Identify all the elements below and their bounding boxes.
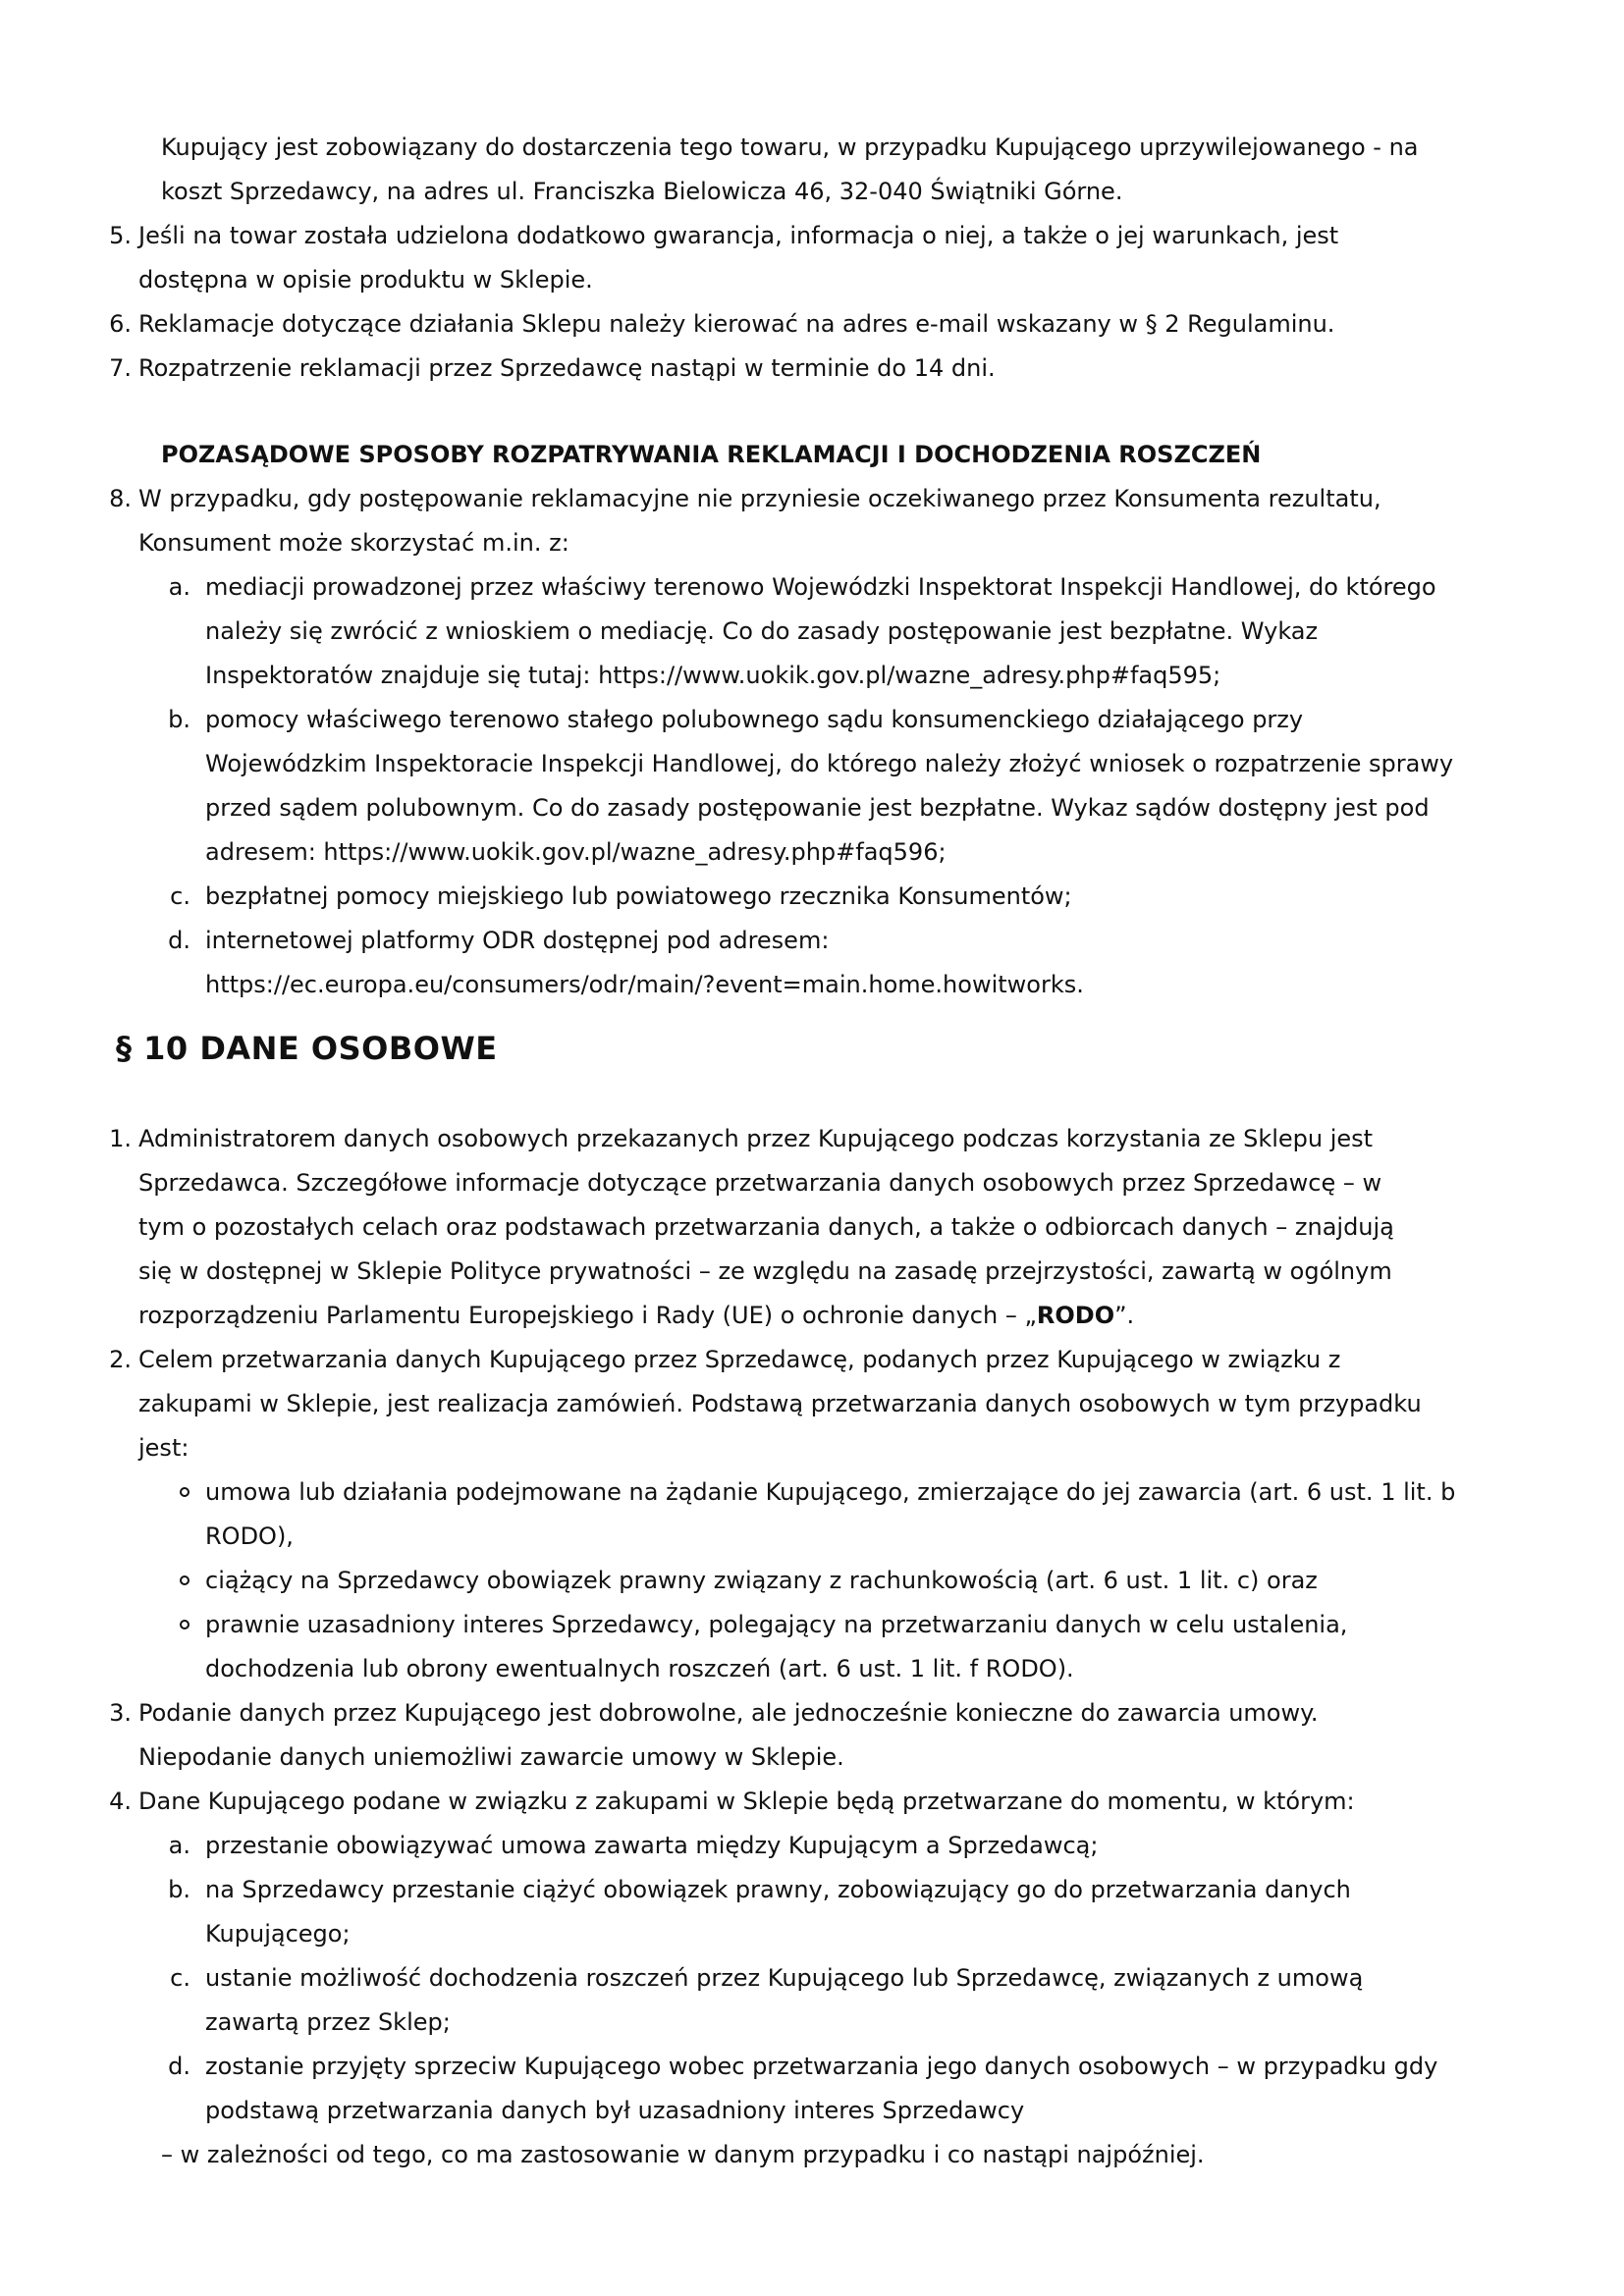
circle-bullet-icon [180, 1620, 189, 1629]
circle-bullet-icon [180, 1487, 189, 1497]
section-title: § 10 DANE OSOBOWE [116, 1030, 498, 1067]
circle-bullet-icon [180, 1575, 189, 1585]
rodo-bold: RODO [1036, 1302, 1115, 1329]
closing-line: – w zależności od tego, co ma zastosowanie w danym przypadku i co nastąpi najpóźniej. [161, 2141, 1205, 2168]
continuation-paragraph: Kupujący jest zobowiązany do dostarczenia tego towaru, w przypadku Kupującego uprzywilejowanego - na koszt Sprzedawcy, na adres ul. Franciszka Bielowicza 46, 32-040 Świątniki Górne. [161, 133, 1419, 205]
document-page: Kupujący jest zobowiązany do dostarczenia tego towaru, w przypadku Kupującego uprzywilejowanego - na koszt Sprzedawcy, na adres ul. Franciszka Bielowicza 46, 32-040 Świątniki Górne. 5. Jeśli na towar została udzielona dodatkowo gwarancja, informacja o niej, a także o jej warunkach, jest dostępna w opisie produktu w Sklepie. 6. Reklamacje dotyczące działania Sklepu należy kierować na adres e-mail wskazany w § 2 Regulaminu. 7. Rozpatrzenie reklamacji przez Sprzedawcę nastąpi w terminie do 14 dni. POZASĄDOWE SPOSOBY ROZPATRYWANIA REKLAMACJI I DOCHODZENIA ROSZCZEŃ 8. W przypadku, gdy postępowanie reklamacyjne nie przyniesie oczekiwanego przez Konsumenta rezultatu, Konsument może skorzystać m.in. z: a. mediacji prowadzonej przez właściwy terenowo Wojewódzki Inspektorat Inspekcji Handlowej, do którego należy się zwrócić z wnioskiem o mediację. Co do zasady postępowanie jest bezpłatne. Wykaz Inspektoratów znajduje się tutaj: https://www.uokik.gov.pl/wazne_adresy.php#faq595; b. pomocy właściwego terenowo stałego polubownego sądu konsumenckiego działającego przy Wojewódzkim Inspektoracie Inspekcji Handlowej, do którego należy złożyć wniosek o rozpatrzenie sprawy przed sądem polubownym. Co do zasady postępowanie jest bezpłatne. Wykaz sądów dostępny jest pod adresem: https://www.uokik.gov.pl/wazne_adresy.php#faq596; c. bezpłatnej pomocy miejskiego lub powiatowego rzecznika Konsumentów; d. internetowej platformy ODR dostępnej pod adresem: https://ec.europa.eu/consumers/odr/main/?event=main.home.howitworks. § 10 DANE OSOBOWE 1. Administratorem danych osobowych przekazanych przez Kupującego podczas korzystania ze Sklepu jest Sprzedawca. Szczegółowe informacje dotyczące przetwarzania danych osobowych przez Sprzedawcę – w tym o pozostałych celach oraz podstawach przetwarzania danych, a także o odbiorcach danych – znajdują się w dostępnej w Sklepie Polityce prywatności – ze względu na zasadę przejrzystości, zawartą w ogólnym rozporządzeniu Parlamentu Europejskiego i Rady (UE) o ochronie danych – „RODO”. 2. Celem przetwarzania danych Kupującego przez Sprzedawcę, podanych przez Kupującego w związku z zakupami w Sklepie, jest realizacja zamówień. Podstawą przetwarzania danych osobowych w tym przypadku jest: umowa lub działania podejmowane na żądanie Kupującego, zmierzające do jej zawarcia (art. 6 ust. 1 lit. b RODO), ciążący na Sprzedawcy obowiązek prawny związany z rachunkowością (art. 6 ust. 1 lit. c) oraz prawnie uzasadniony interes Sprzedawcy, polegający na przetwarzaniu danych w celu ustalenia, dochodzenia lub obrony ewentualnych roszczeń (art. 6 ust. 1 lit. f RODO). 3. Podanie danych przez Kupującego jest dobrowolne, ale jednocześnie konieczne do zawarcia umowy. Niepodanie danych uniemożliwi zawarcie umowy w Sklepie. 4. Dane Kupującego podane w związku z zakupami w Sklepie będą przetwarzane do momentu, w którym: a. przestanie obowiązywać umowa zawarta między Kupującym a Sprzedawcą; b. na Sprzedawcy przestanie ciążyć obowiązek prawny, zobowiązujący go do przetwarzania danych Kupującego; c. ustanie możliwość dochodzenia roszczeń przez Kupującego lub Sprzedawcę, związanych z umową zawartą przez Sklep; d. zostanie przyjęty sprzeciw Kupującego wobec przetwarzania jego danych osobowych – w przypadku gdy podstawą przetwarzania danych był uzasadniony interes Sprzedawcy – w zależności od tego, co ma zastosowanie w danym przypadku i co nastąpi najpóźniej. [0, 0, 1624, 2296]
subsection-heading: POZASĄDOWE SPOSOBY ROZPATRYWANIA REKLAMACJI I DOCHODZENIA ROSZCZEŃ [161, 441, 1262, 468]
